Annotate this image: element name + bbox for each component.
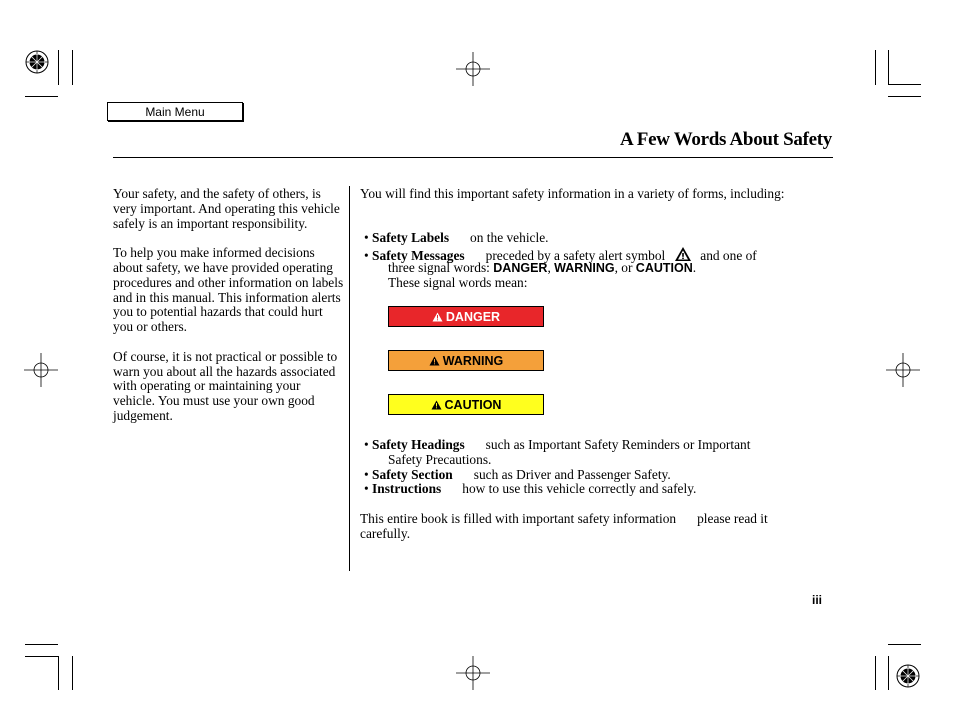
column-divider xyxy=(349,186,350,571)
warning-signal-box xyxy=(388,350,544,371)
crosshair-icon xyxy=(24,353,58,387)
signal-word-warning: WARNING xyxy=(554,261,615,275)
bullet-safety-headings: • Safety Headings such as Important Safety Reminders or Important xyxy=(364,437,751,452)
crop-mark xyxy=(875,656,876,690)
crop-mark xyxy=(888,84,921,85)
crop-mark xyxy=(875,50,876,85)
crosshair-icon xyxy=(456,656,490,690)
crop-mark xyxy=(888,656,889,690)
safety-section-text: such as Driver and Passenger Safety. xyxy=(473,467,671,482)
title-divider xyxy=(113,157,833,158)
signal-words-prefix: three signal words: xyxy=(388,260,490,275)
warning-label: WARNING xyxy=(442,353,504,368)
crop-mark xyxy=(25,96,58,97)
danger-alert-icon xyxy=(432,312,443,322)
signal-word-or: , or xyxy=(614,260,633,275)
instructions-text: how to use this vehicle correctly and safely. xyxy=(462,481,697,496)
closing-line xyxy=(360,512,768,527)
registration-target-icon xyxy=(896,664,920,688)
safety-headings-line2: Safety Precautions. xyxy=(388,452,492,467)
page-title: A Few Words About Safety xyxy=(619,129,832,150)
crop-mark xyxy=(888,644,921,645)
signal-word-comma: , xyxy=(547,260,551,275)
danger-label: DANGER xyxy=(445,309,501,324)
signal-word-caution: CAUTION xyxy=(635,261,693,275)
caution-alert-icon xyxy=(431,400,442,410)
term-safety-section: Safety Section xyxy=(372,467,453,482)
forms-intro: You will find this important safety information in a variety of forms, including: xyxy=(360,186,785,201)
crop-mark xyxy=(58,656,59,690)
crosshair-icon xyxy=(886,353,920,387)
main-menu-button[interactable]: Main Menu xyxy=(107,102,243,121)
safety-messages-text-after-symbol: and one of xyxy=(700,248,757,263)
bullet-safety-section: • Safety Section such as Driver and Passenger Safety. xyxy=(364,467,671,482)
safety-headings-text: such as Important Safety Reminders or Important xyxy=(485,437,751,452)
caution-label: CAUTION xyxy=(444,397,502,412)
term-safety-headings: Safety Headings xyxy=(372,437,465,452)
crop-mark xyxy=(25,644,58,645)
caution-signal-box xyxy=(388,394,544,415)
danger-signal-box xyxy=(388,306,544,327)
warning-alert-icon xyxy=(429,356,440,366)
signal-word-danger: DANGER xyxy=(493,261,548,275)
registration-target-icon xyxy=(25,50,49,74)
crop-mark xyxy=(25,656,58,657)
safety-labels-text: on the vehicle. xyxy=(470,230,549,245)
bullet-instructions: • Instructions how to use this vehicle correctly and safely. xyxy=(364,481,697,496)
judgement-paragraph: Of course, it is not practical or possible to warn you about all the hazards associated with operating or maintaining your vehicle. You must use your own good judgement. xyxy=(113,348,338,423)
closing-text-part2: please read it xyxy=(697,511,768,526)
page-number: iii xyxy=(812,593,823,607)
closing-text-part1: This entire book is filled with important safety information xyxy=(360,511,677,526)
term-safety-labels: Safety Labels xyxy=(372,230,450,245)
crosshair-icon xyxy=(456,52,490,86)
intro-paragraph: Your safety, and the safety of others, is very important. And operating this vehicle safely is an important responsibility. xyxy=(113,186,340,231)
signal-word-period: . xyxy=(692,260,697,275)
signal-words-line xyxy=(388,261,696,276)
term-instructions: Instructions xyxy=(372,481,442,496)
crop-mark xyxy=(72,50,73,85)
safety-messages-text: preceded by a safety alert symbol xyxy=(485,248,666,263)
left-column xyxy=(113,187,345,439)
term-safety-messages: Safety Messages xyxy=(372,248,465,263)
crop-mark xyxy=(58,50,59,85)
crop-mark xyxy=(888,50,889,85)
bullet-safety-messages: • Safety Messages preceded by a safety alert symbol and one of xyxy=(364,248,757,263)
crop-mark xyxy=(72,656,73,690)
bullet-safety-labels: • Safety Labels on the vehicle. xyxy=(364,230,549,245)
informed-decisions-paragraph: To help you make informed decisions about safety, we have provided operating procedures and other information on labels and in this manual. This information alerts you to potential hazards that could hurt you or others. xyxy=(113,245,344,335)
crop-mark xyxy=(888,96,921,97)
closing-line2: carefully. xyxy=(360,526,411,541)
signal-words-mean: These signal words mean: xyxy=(388,275,528,290)
safety-alert-symbol-icon xyxy=(674,246,692,262)
